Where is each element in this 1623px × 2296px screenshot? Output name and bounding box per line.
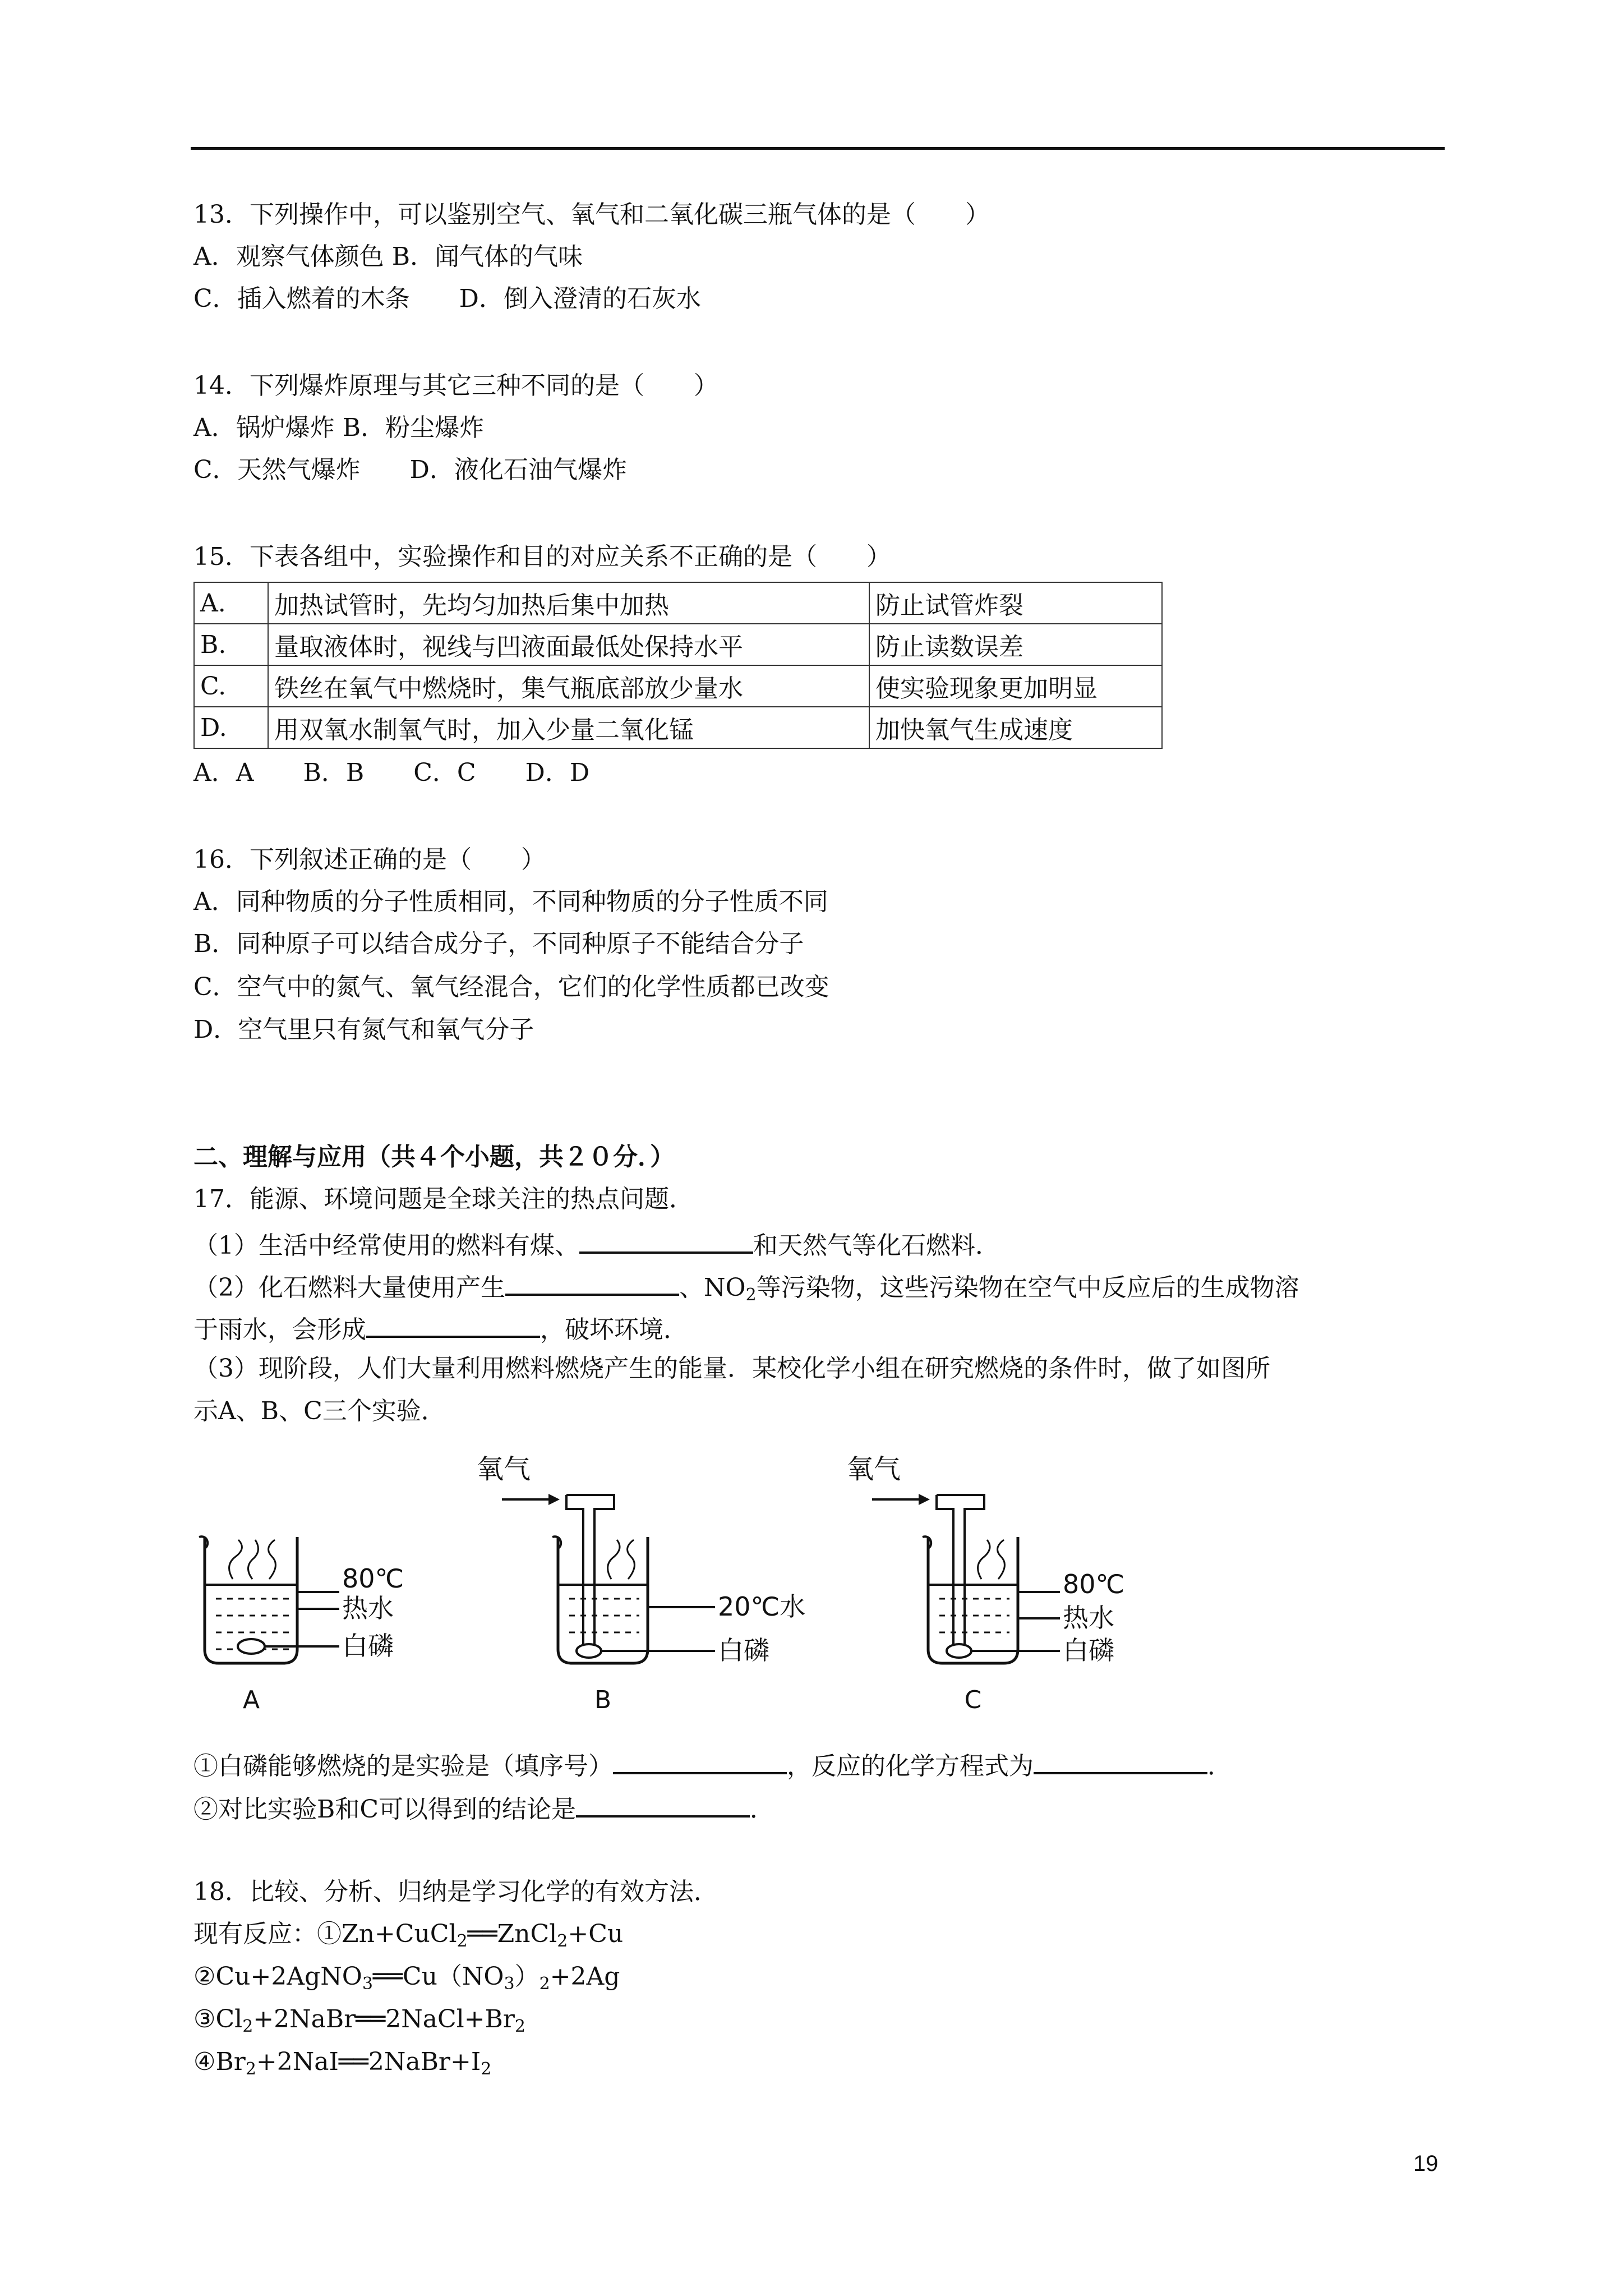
table-cell: 使实验现象更加明显 <box>869 665 1162 707</box>
reaction-text: +Cu <box>568 1920 624 1948</box>
q17-sub2-text-b: ． <box>750 1795 774 1824</box>
beaker-c <box>847 1453 1124 1714</box>
table-row <box>194 624 1162 665</box>
label-phosphorus-b: 白磷 <box>718 1635 769 1665</box>
q16-option-d: D．空气里只有氮气和氧气分子 <box>193 1015 534 1044</box>
q17-sub2-text-a: ②对比实验B和C可以得到的结论是 <box>193 1795 576 1824</box>
table-cell: D. <box>194 707 268 748</box>
subscript: 3 <box>504 1974 515 1994</box>
answer-blank <box>1034 1747 1207 1774</box>
q16-option-a: A．同种物质的分子性质相同，不同种物质的分子性质不同 <box>193 887 828 916</box>
answer-blank <box>366 1311 540 1338</box>
label-hot-water-a: 热水 <box>342 1593 394 1623</box>
subscript: 2 <box>745 1285 757 1305</box>
reaction-2 <box>193 1961 620 2000</box>
table-cell: C. <box>194 665 268 707</box>
beaker-b <box>477 1453 805 1714</box>
q16-stem: 16．下列叙述正确的是（ ） <box>193 845 546 874</box>
q17-part2-text-c: 等污染物，这些污染物在空气中反应后的生成物溶 <box>756 1273 1299 1302</box>
reaction-text: ④Br <box>193 2047 246 2076</box>
q17-sub1 <box>193 1747 1232 1782</box>
reaction-text: ②Cu+2AgNO <box>193 1962 362 1991</box>
q14-options-2: C．天然气爆炸 D．液化石油气爆炸 <box>193 455 627 484</box>
q17-part2 <box>193 1269 1299 1311</box>
table-cell: 量取液体时，视线与凹液面最低处保持水平 <box>268 624 869 665</box>
experiment-figure <box>185 1450 1150 1731</box>
oxygen-label-b: 氧气 <box>477 1453 531 1485</box>
answer-blank <box>505 1269 679 1296</box>
q15-table <box>193 582 1163 749</box>
q13-stem: 13．下列操作中，可以鉴别空气、氧气和二氧化碳三瓶气体的是（ ） <box>193 200 990 229</box>
subscript: 2 <box>514 2017 526 2036</box>
q17-sub2 <box>193 1791 774 1825</box>
oxygen-label-c: 氧气 <box>847 1453 901 1485</box>
table-cell: 铁丝在氧气中燃烧时，集气瓶底部放少量水 <box>268 665 869 707</box>
q17-sub1-text-a: ①白磷能够燃烧的是实验是（填序号） <box>193 1752 613 1780</box>
subscript: 2 <box>242 2017 253 2036</box>
table-row <box>194 707 1162 748</box>
q16-option-b: B．同种原子可以结合成分子，不同种原子不能结合分子 <box>193 930 804 958</box>
table-cell: B. <box>194 624 268 665</box>
q17-part2-text-d: 于雨水，会形成 <box>193 1315 366 1344</box>
beaker-a <box>199 1536 404 1714</box>
answer-blank <box>576 1791 750 1818</box>
subscript: 2 <box>481 2059 492 2079</box>
label-phosphorus-a: 白磷 <box>342 1631 394 1661</box>
label-b: B <box>594 1686 612 1714</box>
q17-part2-text-a: （2）化石燃料大量使用产生 <box>193 1273 505 1302</box>
table-row <box>194 582 1162 624</box>
reaction-1 <box>193 1918 623 1957</box>
reaction-text: 现有反应：①Zn+CuCl <box>193 1920 457 1948</box>
label-80c-c: 80℃ <box>1063 1569 1125 1599</box>
table-cell: 加快氧气生成速度 <box>869 707 1162 748</box>
table-cell: 加热试管时，先均匀加热后集中加热 <box>268 582 869 624</box>
reaction-text: ══ZnCl <box>467 1920 557 1948</box>
label-c: C <box>964 1686 982 1714</box>
q15-options: A．A B．B C．C D．D <box>193 758 590 787</box>
label-80c-a: 80℃ <box>342 1563 404 1594</box>
answer-blank <box>613 1747 787 1774</box>
subscript: 2 <box>457 1931 468 1951</box>
reaction-text: ） <box>514 1962 540 1991</box>
reaction-text: +2NaBr══2NaCl+Br <box>253 2005 515 2033</box>
label-a: A <box>242 1686 260 1714</box>
table-cell: 防止读数误差 <box>869 624 1162 665</box>
reaction-text: ══Cu（NO <box>372 1962 504 1991</box>
reaction-4 <box>193 2046 491 2085</box>
q13-options-2: C．插入燃着的木条 D．倒入澄清的石灰水 <box>193 284 701 313</box>
q14-stem: 14．下列爆炸原理与其它三种不同的是（ ） <box>193 371 718 400</box>
q15-stem: 15．下表各组中，实验操作和目的对应关系不正确的是（ ） <box>193 542 891 571</box>
section-heading: 二、理解与应用（共４个小题，共２０分．） <box>193 1143 675 1171</box>
q18-stem: 18．比较、分析、归纳是学习化学的有效方法． <box>193 1878 718 1906</box>
q17-part2-cont <box>193 1311 688 1346</box>
reaction-3 <box>193 2004 525 2042</box>
page-number: 19 <box>1413 2151 1438 2176</box>
reaction-text: +2NaI══2NaBr+I <box>256 2047 481 2076</box>
subscript: 2 <box>245 2059 256 2079</box>
q17-part1 <box>193 1227 1000 1262</box>
q17-part2-text-b: 、NO <box>679 1273 746 1302</box>
q13-options-1: A．观察气体颜色 B．闻气体的气味 <box>193 242 583 271</box>
q17-part2-text-e: ，破坏环境． <box>540 1315 688 1344</box>
reaction-text: ③Cl <box>193 2005 243 2033</box>
header-rule <box>191 147 1445 150</box>
subscript: 2 <box>557 1931 568 1951</box>
q17-part1-text-b: 和天然气等化石燃料． <box>753 1231 1000 1260</box>
label-hot-water-c: 热水 <box>1063 1603 1114 1633</box>
subscript: 2 <box>539 1974 550 1994</box>
subscript: 3 <box>362 1974 373 1994</box>
table-cell: 用双氧水制氧气时，加入少量二氧化锰 <box>268 707 869 748</box>
q17-sub1-text-b: ，反应的化学方程式为 <box>787 1752 1034 1780</box>
q17-part3-cont: 示A、B、C三个实验． <box>193 1397 446 1425</box>
table-cell: 防止试管炸裂 <box>869 582 1162 624</box>
table-row <box>194 665 1162 707</box>
reaction-text: +2Ag <box>550 1962 620 1991</box>
table-cell: A. <box>194 582 268 624</box>
q14-options-1: A．锅炉爆炸 B．粉尘爆炸 <box>193 413 485 442</box>
label-phosphorus-c: 白磷 <box>1063 1635 1114 1665</box>
q16-option-c: C．空气中的氮气、氧气经混合，它们的化学性质都已改变 <box>193 973 829 1001</box>
q17-stem: 17．能源、环境问题是全球关注的热点问题． <box>193 1185 694 1213</box>
answer-blank <box>579 1227 753 1254</box>
q17-part1-text-a: （1）生活中经常使用的燃料有煤、 <box>193 1231 579 1260</box>
q17-part3: （3）现阶段，人们大量利用燃料燃烧产生的能量．某校化学小组在研究燃烧的条件时，做了如图所 <box>193 1354 1270 1383</box>
q17-sub1-text-c: ． <box>1207 1752 1232 1780</box>
label-20c-water: 20℃水 <box>718 1591 806 1622</box>
